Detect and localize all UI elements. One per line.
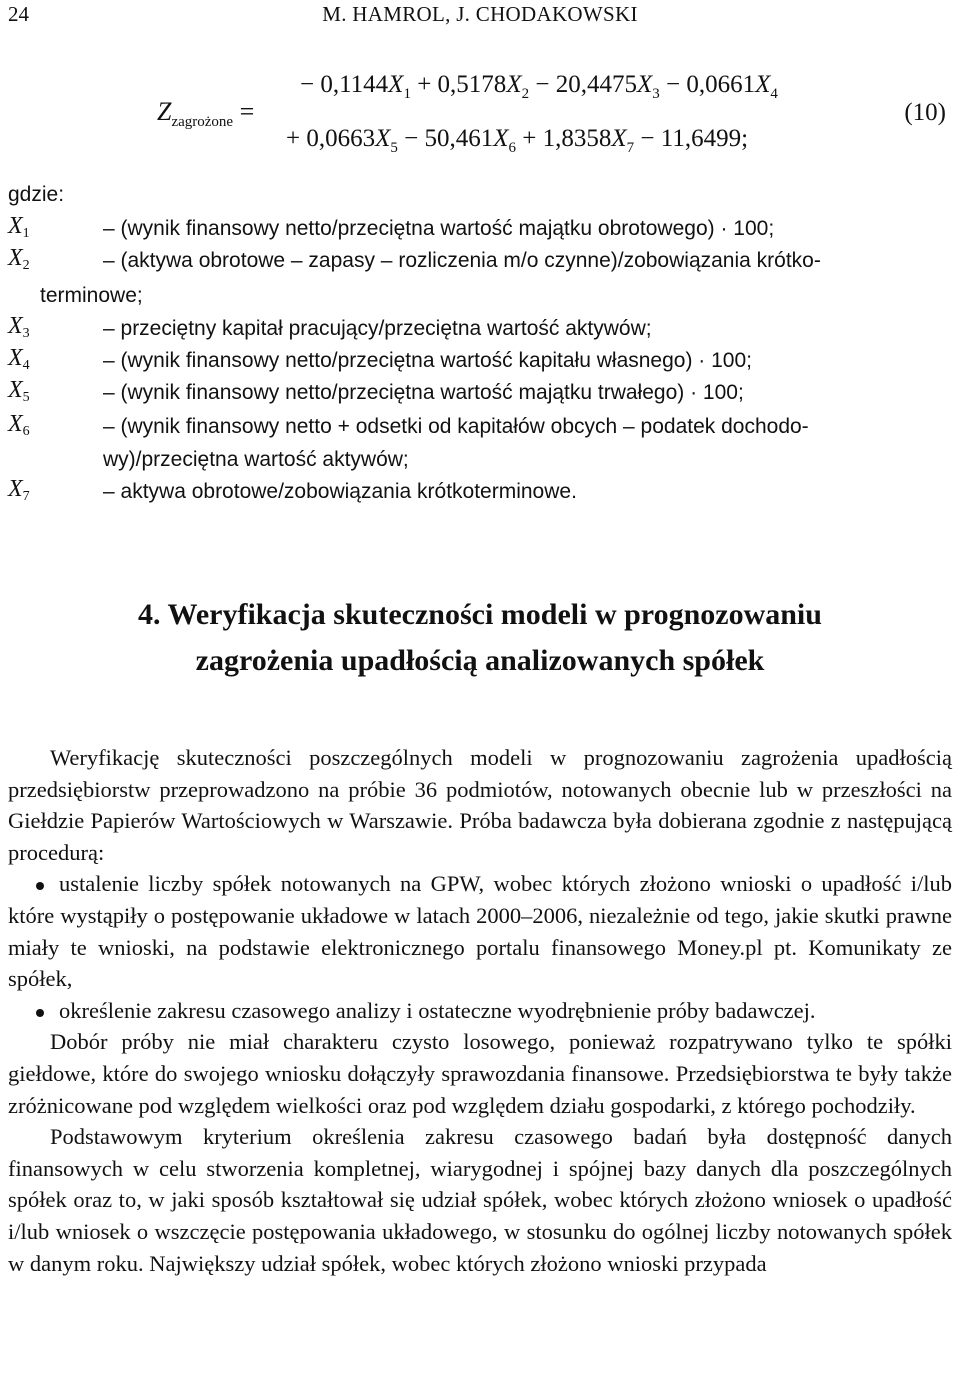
page-number: 24: [8, 2, 29, 26]
equation-lhs: $Z_{zagrożone}$ =: [157, 97, 255, 130]
variable-definition: – (wynik finansowy netto/przeciętna wartość kapitału własnego) · 100;: [103, 349, 752, 372]
body-text: [8, 742, 952, 1279]
variable-definition-continued: wy)/przeciętna wartość aktywów;: [103, 448, 409, 471]
variable-symbol: $X_7$: [8, 476, 30, 504]
variable-definition: – (wynik finansowy netto + odsetki od kapitałów obcych – podatek dochodo-: [103, 415, 809, 438]
variable-symbol: $X_3$: [8, 313, 30, 341]
equation-number: (10): [904, 99, 946, 126]
paragraph-1: Weryfikację skuteczności poszczególnych modeli w prognozowaniu zagrożenia upadłością przedsiębiorstw przeprowadzono na próbie 36 podmiotów, notowanych obecnie lub w przeszłości na Giełdzie Papierów Wartościowych w Warszawie. Próba badawcza była dobierana zgodnie z następującą procedurą:: [8, 745, 952, 865]
variable-definition: – aktywa obrotowe/zobowiązania krótkoterminowe.: [103, 480, 577, 503]
equation-line-2: + $0,0663X_5 - 50,461X_6 + 1,8358X_7 - 11,6499$;: [286, 125, 749, 156]
paragraph-2: Dobór próby nie miał charakteru czysto losowego, ponieważ rozpatrywano tylko te spółki giełdowe, które do swojego wniosku dołączyły sprawozdania finansowe. Przedsiębiorstwa te były także zróżnicowane pod względem wielkości oraz pod względem działu gospodarki, z którego pochodziły.: [8, 1029, 952, 1118]
bullet-item-1: [8, 868, 952, 994]
section-heading-line-1: 4. Weryfikacja skuteczności modeli w prognozowaniu: [138, 598, 822, 631]
section-heading: [0, 592, 960, 684]
variable-definition: – (aktywa obrotowe – zapasy – rozliczenia m/o czynne)/zobowiązania krótko-: [103, 249, 821, 272]
bullet-icon: [36, 882, 44, 890]
variable-definition: – (wynik finansowy netto/przeciętna wartość majątku trwałego) · 100;: [103, 381, 744, 404]
variable-definition: – przeciętny kapitał pracujący/przeciętna wartość aktywów;: [103, 317, 652, 340]
bullet-text: ustalenie liczby spółek notowanych na GPW, wobec których złożono wnioski o upadłość i/lub które wystąpiły o postępowanie układowe w latach 2000–2006, niezależnie od tego, jakie skutki prawne miały te wnioski, na podstawie elektronicznego portalu finansowego Money.pl pt. Komunikaty ze spółek,: [8, 871, 952, 992]
variable-definition-continued: terminowe;: [40, 284, 143, 307]
bullet-icon: [36, 1009, 44, 1017]
variable-symbol: $X_1$: [8, 213, 30, 241]
variable-symbol: $X_6$: [8, 411, 30, 439]
legend-intro: gdzie:: [8, 183, 65, 206]
bullet-item-2: [8, 995, 952, 1027]
bullet-text: określenie zakresu czasowego analizy i ostateczne wyodrębnienie próby badawczej.: [59, 997, 816, 1023]
equation-line-1: − $0,1144X_1 + 0,5178X_2 - 20,4475X_3 - 0,0661X_4$: [300, 71, 778, 102]
variable-symbol: $X_2$: [8, 245, 30, 273]
variable-symbol: $X_4$: [8, 345, 30, 373]
running-head: M. HAMROL, J. CHODAKOWSKI: [322, 2, 638, 26]
paragraph-3: Podstawowym kryterium określenia zakresu czasowego badań była dostępność danych finansowych w celu stworzenia kompletnej, wiarygodnej i spójnej bazy danych dla poszczególnych spółek oraz to, w jaki sposób kształtował się udział spółek, wobec których złożono wniosek o upadłość i/lub wniosek o wszczęcie postępowania układowego, w stosunku do ogólnej liczby notowanych spółek w danym roku. Największy udział spółek, wobec których złożono wnioski przypada: [8, 1124, 952, 1276]
variable-definition: – (wynik finansowy netto/przeciętna wartość majątku obrotowego) · 100;: [103, 217, 775, 240]
variable-symbol: $X_5$: [8, 377, 30, 405]
section-heading-line-2: zagrożenia upadłością analizowanych spółek: [195, 644, 765, 677]
